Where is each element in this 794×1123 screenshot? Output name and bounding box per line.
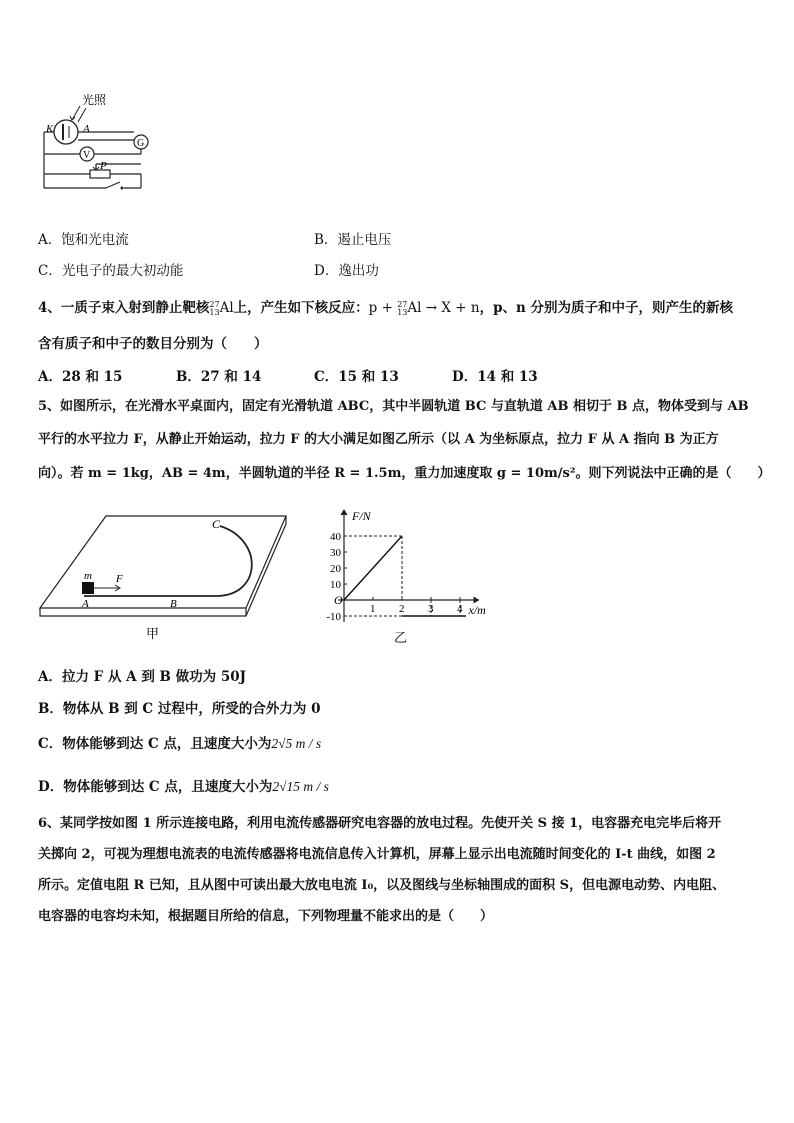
- y-tick-label: 40: [330, 531, 341, 543]
- q4-stem-line1: [38, 296, 733, 317]
- q4-stem-line2: 含有质子和中子的数目分别为（ ）: [38, 336, 268, 352]
- label-K: K: [46, 123, 54, 135]
- q3-option-b: B．遏止电压: [314, 232, 392, 248]
- q4-nuclide-index: [209, 301, 219, 317]
- q5-option-d: [38, 775, 329, 795]
- q5-stem-line1: 5、如图所示，在光滑水平桌面内，固定有光滑轨道 ABC，其中半圆轨道 BC 与直轨道 AB 相切于 B 点，物体受到与 AB: [38, 399, 749, 414]
- label-F: F: [116, 573, 123, 585]
- q4-reaction-rhs: → X + n: [425, 300, 480, 316]
- q4-reaction-mass: 27: [397, 299, 408, 309]
- photoelectric-circuit: [36, 90, 166, 205]
- q5-stem-line2: 平行的水平拉力 F，从静止开始运动，拉力 F 的大小满足如图乙所示（以 A 为坐标原点，拉力 F 从 A 指向 B 为正方: [38, 432, 719, 447]
- q4-option-b: B．27 和 14: [176, 369, 262, 385]
- q5-option-c-prefix: C．物体能够到达 C 点，且速度大小为: [38, 736, 272, 752]
- figure-jia: [36, 512, 296, 647]
- label-m: m: [84, 570, 92, 582]
- q6-stem-line2: 关掷向 2，可视为理想电流表的电流传感器将电流信息传入计算机，屏幕上显示出电流随时间变化的 I-t 曲线，如图 2: [38, 847, 716, 862]
- caption-jia: 甲: [146, 626, 160, 641]
- x-tick-label: 1: [370, 603, 376, 615]
- q4-nuclide-mass: 27: [209, 299, 220, 309]
- q4-reaction-p: p +: [368, 300, 393, 316]
- q6-stem-line4: 电容器的电容均未知，根据题目所给的信息，下列物理量不能求出的是（ ）: [38, 909, 494, 924]
- q3-option-d: D．逸出功: [314, 263, 379, 279]
- y-tick-label: 20: [330, 563, 341, 575]
- q4-option-d: D．14 和 13: [452, 369, 538, 385]
- q6-stem-line3: 所示。定值电阻 R 已知，且从图中可读出最大放电电流 I₀，以及图线与坐标轴围成的面积 S，但电源电动势、内电阻、: [38, 878, 726, 893]
- caption-yi: 乙: [394, 630, 408, 645]
- y-axis-label: F/N: [352, 509, 371, 523]
- x-tick-label: 3: [428, 603, 434, 615]
- q5-option-a: A．拉力 F 从 A 到 B 做功为 50J: [38, 669, 247, 685]
- q4-nuclide-z: 13: [209, 307, 220, 317]
- q4-option-a: A．28 和 15: [38, 369, 123, 385]
- label-A: A: [82, 598, 89, 610]
- q3-option-c: C．光电子的最大初动能: [38, 263, 184, 279]
- q5-option-c: [38, 732, 321, 752]
- series-rising-line: [344, 536, 402, 600]
- y-tick-label: -10: [326, 611, 341, 623]
- q5-option-b: B．物体从 B 到 C 过程中，所受的合外力为 0: [38, 701, 321, 717]
- x-tick-label: 2: [399, 603, 405, 615]
- q4-reaction-z: 13: [397, 307, 408, 317]
- label-P: P: [100, 160, 107, 172]
- q3-option-a: A．饱和光电流: [38, 232, 129, 248]
- label-A: A: [83, 123, 90, 135]
- label-C: C: [212, 517, 221, 531]
- label-V: V: [83, 150, 91, 161]
- q4-nuclide-sym: Al: [219, 300, 234, 316]
- label-G: G: [137, 138, 145, 149]
- q5-option-d-prefix: D．物体能够到达 C 点，且速度大小为: [38, 779, 273, 795]
- light-label: 光照: [82, 93, 107, 107]
- y-tick-label: 30: [330, 547, 341, 559]
- q5-stem-line3: 向）。若 m = 1kg，AB = 4m，半圆轨道的半径 R = 1.5m，重力加速度取 g = 10m/s²。则下列说法中正确的是（ ）: [38, 466, 771, 481]
- q4-reaction-index: [397, 301, 407, 317]
- y-axis-arrow: [341, 510, 347, 515]
- x-axis-label: x/m: [468, 603, 486, 617]
- y-tick-label: 10: [330, 579, 341, 591]
- q5-option-c-value: 2√5 m / s: [271, 736, 322, 751]
- q5-option-d-value: 2√15 m / s: [272, 779, 329, 794]
- x-tick-label: 4: [457, 603, 463, 615]
- q4-stem-1a: 4、一质子束入射到静止靶核: [38, 300, 210, 316]
- q4-option-c: C．15 和 13: [314, 369, 399, 385]
- q6-stem-line1: 6、某同学按如图 1 所示连接电路，利用电流传感器研究电容器的放电过程。先使开关 S 接 1，电容器充电完毕后将开: [38, 816, 722, 831]
- label-B: B: [170, 598, 177, 610]
- figure-yi-chart: [316, 500, 516, 650]
- origin-label: O: [334, 593, 343, 607]
- q4-stem-1c: ，p、n 分别为质子和中子，则产生的新核: [479, 300, 734, 316]
- q4-stem-1b: 上，产生如下核反应：: [233, 300, 369, 316]
- q4-reaction-sym: Al: [407, 300, 422, 316]
